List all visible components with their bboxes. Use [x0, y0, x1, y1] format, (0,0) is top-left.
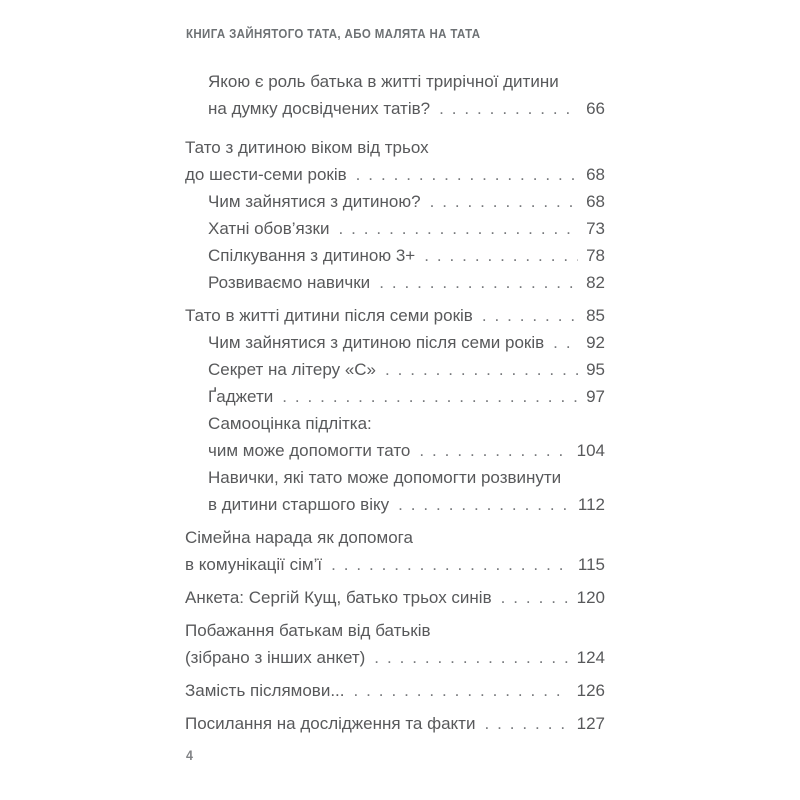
toc-entry-lastline: [208, 215, 605, 242]
toc-entry-title: Розвиваємо навички: [208, 273, 371, 292]
toc-page-number: 78: [586, 246, 605, 265]
toc-page-number: 120: [576, 588, 605, 607]
toc-entry-title: чим може допомогти тато: [208, 441, 411, 460]
toc-entry-lastline: [208, 329, 605, 356]
dot-leader: [282, 383, 578, 410]
toc-page-number: 127: [576, 714, 605, 733]
toc-entry-title: Чим зайнятися з дитиною?: [208, 192, 421, 211]
toc-entry: [185, 269, 605, 296]
toc-entry: [185, 356, 605, 383]
running-header: КНИГА ЗАЙНЯТОГО ТАТА, АБО МАЛЯТА НА ТАТА: [186, 27, 481, 41]
page-number-folio: 4: [186, 748, 193, 763]
toc-entry-line: Якою є роль батька в житті трирічної дитини: [208, 72, 559, 91]
toc-entry: [185, 68, 605, 122]
toc-entry: [185, 410, 605, 464]
dot-leader: [484, 710, 568, 737]
dot-leader: [424, 242, 578, 269]
toc-entry-lastline: [185, 644, 605, 671]
toc-entry-lastline: [208, 383, 605, 410]
toc-page-number: 85: [586, 306, 605, 325]
toc-entry-title: Спілкування з дитиною 3+: [208, 246, 416, 265]
toc-entry-line: Сімейна нарада як допомога: [185, 528, 413, 547]
toc-entry-line: Самооцінка підлітка:: [208, 414, 372, 433]
toc-entry: [185, 464, 605, 518]
toc-entry-title: Анкета: Сергій Кущ, батько трьох синів: [185, 588, 492, 607]
toc-page-number: 124: [576, 648, 605, 667]
toc-page-number: 97: [586, 387, 605, 406]
toc-entry-lastline: [208, 356, 605, 383]
toc-list: [185, 68, 605, 737]
dot-leader: [553, 329, 578, 356]
toc-entry-lastline: [185, 677, 605, 704]
toc-entry-title: (зібрано з інших анкет): [185, 648, 366, 667]
toc-entry-title: в дитини старшого віку: [208, 495, 390, 514]
dot-leader: [482, 302, 578, 329]
toc-page-number: 92: [586, 333, 605, 352]
toc-entry-lastline: [185, 302, 605, 329]
toc-entry: [185, 134, 605, 188]
toc-entry-lastline: [208, 491, 605, 518]
dot-leader: [385, 356, 578, 383]
toc-entry-lastline: [185, 551, 605, 578]
toc-entry: [185, 215, 605, 242]
toc-page-number: 68: [586, 165, 605, 184]
dot-leader: [501, 584, 569, 611]
toc-entry: [185, 329, 605, 356]
toc-entry: [185, 383, 605, 410]
toc-entry-title: Чим зайнятися з дитиною після семи років: [208, 333, 545, 352]
toc-entry-title: до шести-семи років: [185, 165, 347, 184]
dot-leader: [379, 269, 578, 296]
dot-leader: [398, 491, 570, 518]
toc-page-number: 82: [586, 273, 605, 292]
toc-entry: [185, 302, 605, 329]
dot-leader: [430, 188, 579, 215]
dot-leader: [338, 215, 578, 242]
toc-page-number: 95: [586, 360, 605, 379]
toc-entry: [185, 524, 605, 578]
toc-page-number: 66: [586, 99, 605, 118]
toc-page-number: 126: [576, 681, 605, 700]
dot-leader: [331, 551, 570, 578]
toc-entry-lastline: [185, 710, 605, 737]
toc-entry-line: Тато з дитиною віком від трьох: [185, 138, 429, 157]
toc-entry-lastline: [185, 584, 605, 611]
dot-leader: [374, 644, 568, 671]
toc-entry-title: в комунікації сім’ї: [185, 555, 323, 574]
dot-leader: [419, 437, 568, 464]
toc-page-number: 104: [576, 441, 605, 460]
toc-entry-title: Секрет на літеру «С»: [208, 360, 377, 379]
toc-page-number: 73: [586, 219, 605, 238]
toc-entry-lastline: [208, 242, 605, 269]
toc-entry-lastline: [208, 269, 605, 296]
dot-leader: [354, 677, 569, 704]
toc-entry: [185, 242, 605, 269]
toc-entry-lastline: [185, 161, 605, 188]
toc-page-number: 68: [586, 192, 605, 211]
toc-entry-line: Побажання батькам від батьків: [185, 621, 431, 640]
toc-page-number: 115: [577, 555, 605, 574]
toc-page-number: 112: [577, 495, 605, 514]
toc-entry-lastline: [208, 95, 605, 122]
toc-entry-title: Ґаджети: [208, 387, 274, 406]
toc-entry: [185, 584, 605, 611]
dot-leader: [439, 95, 578, 122]
toc-entry: [185, 188, 605, 215]
toc-entry-title: Хатні обов’язки: [208, 219, 330, 238]
toc-entry: [185, 710, 605, 737]
toc-entry-title: Посилання на дослідження та факти: [185, 714, 476, 733]
toc-entry: [185, 677, 605, 704]
dot-leader: [356, 161, 578, 188]
toc-entry-title: на думку досвідчених татів?: [208, 99, 431, 118]
toc-entry-lastline: [208, 437, 605, 464]
toc-entry-title: Тато в житті дитини після семи років: [185, 306, 473, 325]
toc-entry-lastline: [208, 188, 605, 215]
toc-entry-line: Навички, які тато може допомогти розвинути: [208, 468, 562, 487]
toc-entry: [185, 617, 605, 671]
toc-entry-title: Замість післямови...: [185, 681, 345, 700]
